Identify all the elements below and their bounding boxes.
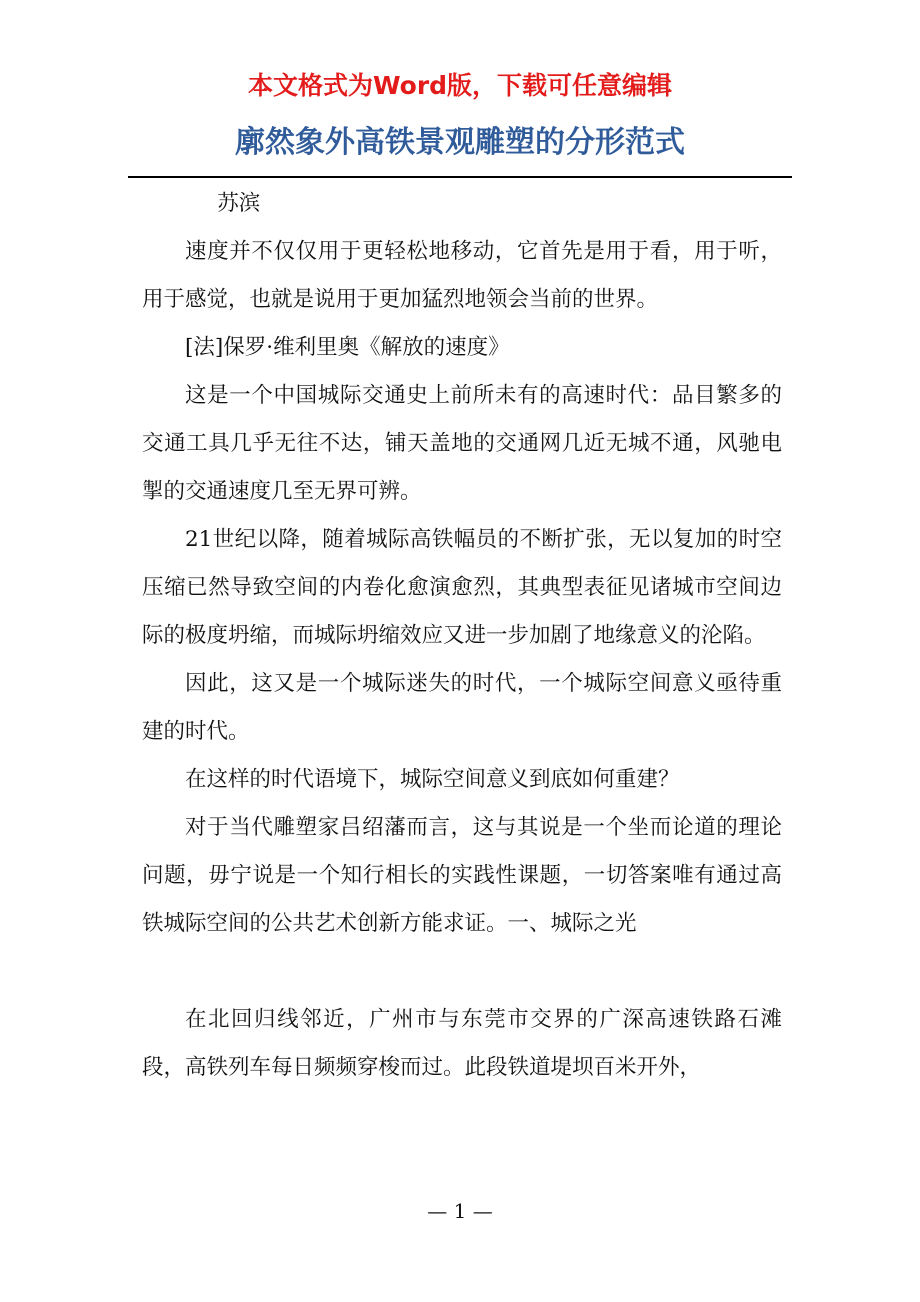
paragraph: 因此，这又是一个城际迷失的时代，一个城际空间意义亟待重建的时代。 [142, 671, 782, 744]
download-notice: 本文格式为Word版，下载可任意编辑 [247, 71, 673, 100]
paragraph: 在这样的时代语境下，城际空间意义到底如何重建？ [185, 767, 680, 792]
paragraph: 21世纪以降，随着城际高铁幅员的不断扩张，无以复加的时空压缩已然导致空间的内卷化愈演愈烈，其典型表征见诸城市空间边际的极度坍缩，而城际坍缩效应又进一步加剧了地缘意义的沦陷。 [142, 527, 782, 648]
document-title: 廓然象外高铁景观雕塑的分形范式 [235, 125, 685, 160]
paragraph: 这是一个中国城际交通史上前所未有的高速时代：品目繁多的交通工具几乎无往不达，铺天盖地的交通网几近无城不通，风驰电掣的交通速度几至无界可辨。 [142, 383, 782, 504]
title-divider [128, 176, 792, 178]
page-number: — 1 — [427, 1199, 493, 1223]
section-break [142, 948, 782, 996]
paragraph: 对于当代雕塑家吕绍藩而言，这与其说是一个坐而论道的理论问题，毋宁说是一个知行相长的实践性课题，一切答案唯有通过高铁城际空间的公共艺术创新方能求证。一、城际之光 [142, 815, 782, 936]
document-body [142, 180, 782, 1092]
paragraph-epigraph: 速度并不仅仅用于更轻松地移动，它首先是用于看，用于听，用于感觉，也就是说用于更加猛烈地领会当前的世界。 [142, 239, 782, 312]
paragraph: 在北回归线邻近，广州市与东莞市交界的广深高速铁路石滩段，高铁列车每日频频穿梭而过。此段铁道堤坝百米开外， [142, 1007, 782, 1080]
paragraph-epigraph-source: [法]保罗·维利里奥《解放的速度》 [185, 335, 510, 360]
author-name: 苏滨 [217, 191, 261, 216]
